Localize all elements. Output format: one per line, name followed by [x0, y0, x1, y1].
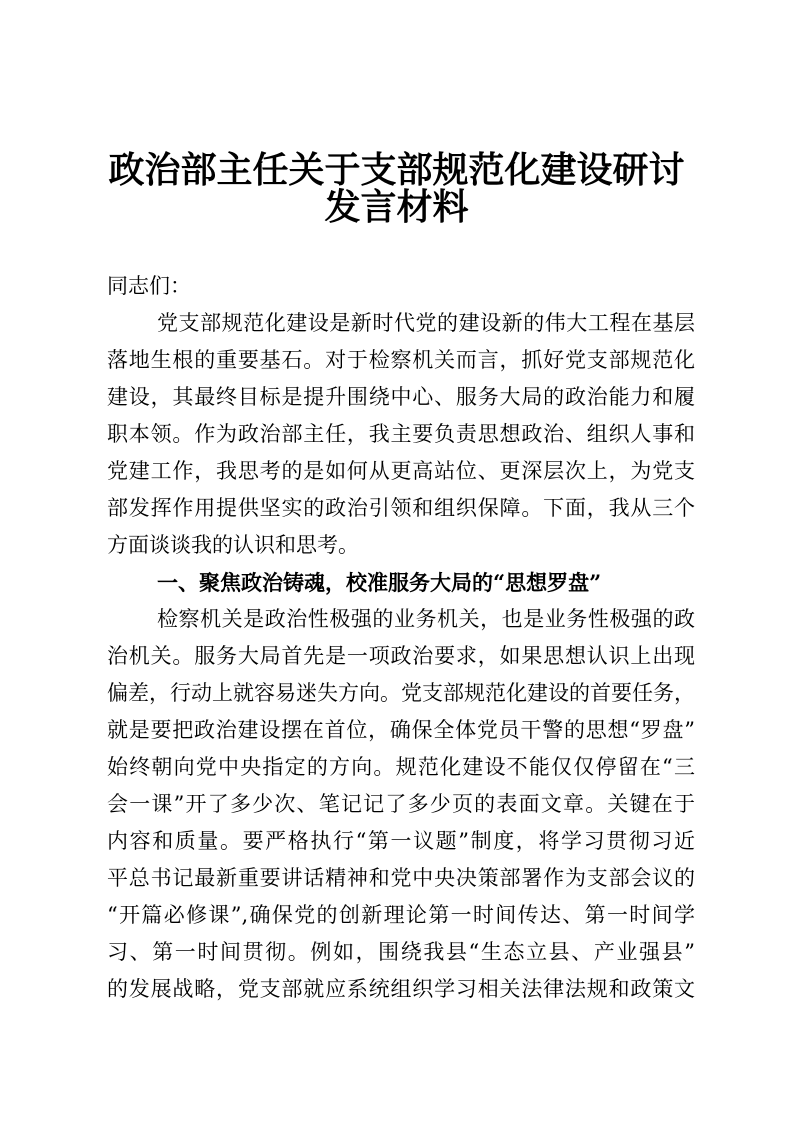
body-line: 偏差，行动上就容易迷失方向。党支部规范化建设的首要任务，	[107, 681, 695, 705]
body-line: 习、第一时间贯彻。例如，围绕我县“生态立县、产业强县”	[107, 940, 695, 964]
body-line: 方面谈谈我的认识和思考。	[107, 533, 359, 557]
body-line: 落地生根的重要基石。对于检察机关而言，抓好党支部规范化	[107, 348, 695, 372]
body-line: 会一课”开了多少次、笔记记了多少页的表面文章。关键在于	[107, 792, 695, 816]
document-body	[107, 268, 695, 1008]
body-line: 治机关。服务大局首先是一项政治要求，如果思想认识上出现	[107, 644, 695, 668]
salutation: 同志们：	[107, 274, 191, 298]
body-line: 党支部规范化建设是新时代党的建设新的伟大工程在基层	[157, 311, 695, 335]
body-line: 始终朝向党中央指定的方向。规范化建设不能仅仅停留在“三	[107, 755, 695, 779]
document-title-line-1: 政治部主任关于支部规范化建设研讨	[108, 150, 685, 191]
body-line: 建设，其最终目标是提升围绕中心、服务大局的政治能力和履	[107, 385, 695, 409]
body-line: 检察机关是政治性极强的业务机关，也是业务性极强的政	[157, 607, 695, 631]
body-line: 就是要把政治建设摆在首位，确保全体党员干警的思想“罗盘”	[107, 718, 695, 742]
body-line: 内容和质量。要严格执行“第一议题”制度，将学习贯彻习近	[107, 829, 695, 853]
body-line: 部发挥作用提供坚实的政治引领和组织保障。下面，我从三个	[107, 496, 695, 520]
body-line: 平总书记最新重要讲话精神和党中央决策部署作为支部会议的	[107, 866, 695, 890]
document-title-line-2: 发言材料	[324, 187, 469, 228]
body-line: 职本领。作为政治部主任，我主要负责思想政治、组织人事和	[107, 422, 695, 446]
section-heading: 一、聚焦政治铸魂，校准服务大局的“思想罗盘”	[157, 570, 602, 595]
body-line: 党建工作，我思考的是如何从更高站位、更深层次上，为党支	[107, 459, 695, 483]
body-line: 的发展战略，党支部就应系统组织学习相关法律法规和政策文	[107, 977, 695, 1001]
body-line: “开篇必修课”,确保党的创新理论第一时间传达、第一时间学	[107, 903, 695, 927]
